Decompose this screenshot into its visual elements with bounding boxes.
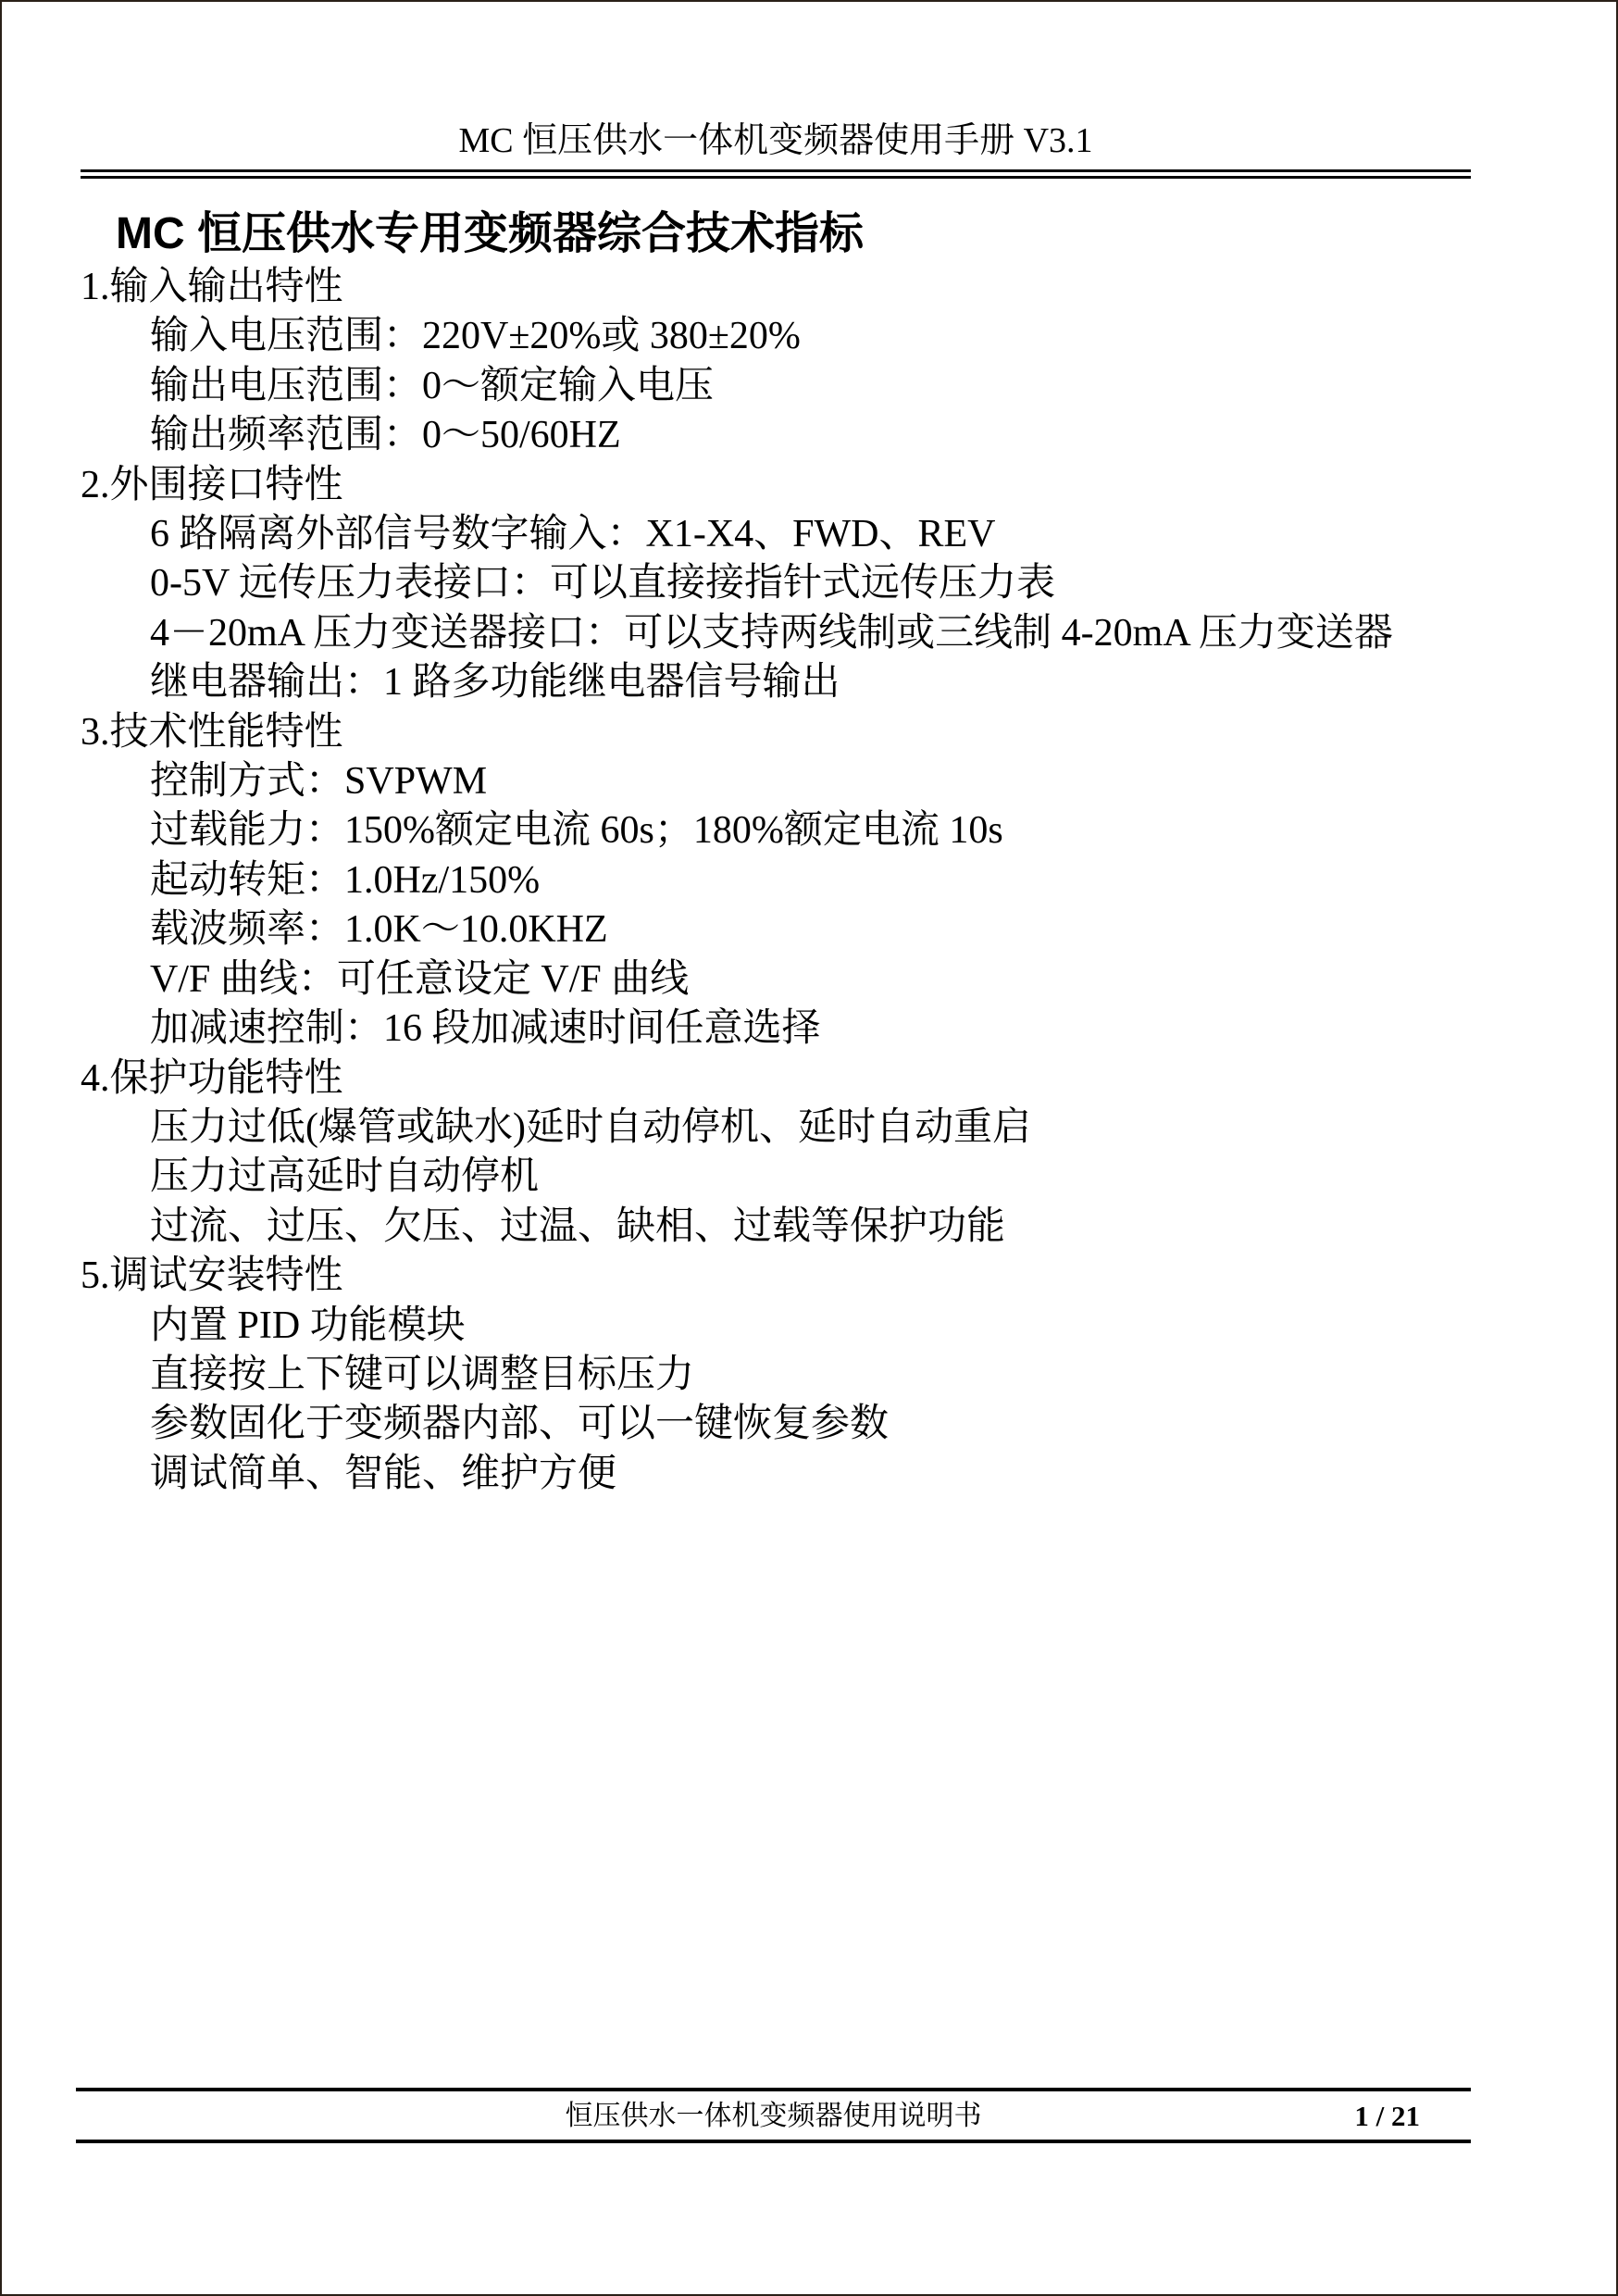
spec-item: 调试简单、智能、维护方便 bbox=[150, 1452, 617, 1495]
spec-item: 4－20mA 压力变送器接口：可以支持两线制或三线制 4-20mA 压力变送器 bbox=[150, 611, 1393, 655]
section-heading: 4.保护功能特性 bbox=[81, 1056, 343, 1100]
header-title: MC 恒压供水一体机变频器使用手册 V3.1 bbox=[458, 121, 1093, 160]
section-heading: 2.外围接口特性 bbox=[81, 463, 343, 506]
spec-item: 控制方式：SVPWM bbox=[150, 760, 488, 804]
section-heading: 3.技术性能特性 bbox=[81, 710, 343, 754]
spec-item: 直接按上下键可以调整目标压力 bbox=[150, 1353, 695, 1396]
spec-item: 过流、过压、欠压、过温、缺相、过载等保护功能 bbox=[150, 1204, 1006, 1248]
spec-item: 过载能力：150%额定电流 60s；180%额定电流 10s bbox=[150, 809, 1003, 853]
spec-sections bbox=[2, 263, 1618, 1499]
spec-item: 压力过低(爆管或缺水)延时自动停机、延时自动重启 bbox=[150, 1105, 1031, 1149]
spec-item: 输出频率范围：0～50/60HZ bbox=[150, 414, 621, 457]
spec-item: 参数固化于变频器内部、可以一键恢复参数 bbox=[150, 1403, 890, 1446]
footer-top-rule bbox=[76, 2088, 1471, 2091]
spec-item: 0-5V 远传压力表接口：可以直接接指针式远传压力表 bbox=[150, 562, 1056, 605]
spec-item: 压力过高延时自动停机 bbox=[150, 1155, 540, 1199]
footer bbox=[76, 2095, 1471, 2138]
footer-bottom-rule bbox=[76, 2140, 1471, 2143]
section-heading: 1.输入输出特性 bbox=[81, 266, 343, 308]
footer-doc-name: 恒压供水一体机变频器使用说明书 bbox=[565, 2101, 982, 2131]
header-double-rule bbox=[81, 169, 1471, 179]
spec-item: 输入电压范围：220V±20%或 380±20% bbox=[150, 315, 801, 358]
spec-item: 输出电压范围：0～额定输入电压 bbox=[150, 364, 715, 407]
spec-item: 继电器输出：1 路多功能继电器信号输出 bbox=[150, 661, 840, 705]
section-heading: 5.调试安装特性 bbox=[81, 1254, 343, 1298]
spec-item: V/F 曲线：可任意设定 V/F 曲线 bbox=[150, 957, 690, 1001]
spec-item: 加减速控制：16 段加减速时间任意选择 bbox=[150, 1007, 821, 1051]
spec-item: 起动转矩：1.0Hz/150% bbox=[150, 858, 541, 902]
spec-item: 6 路隔离外部信号数字输入：X1-X4、FWD、REV bbox=[150, 513, 996, 556]
footer-page-number: 1 / 21 bbox=[1354, 2100, 1420, 2132]
content-area bbox=[2, 206, 1618, 1499]
doc-title: MC 恒压供水专用变频器综合技术指标 bbox=[116, 209, 864, 258]
spec-item: 内置 PID 功能模块 bbox=[150, 1304, 466, 1347]
spec-item: 载波频率：1.0K～10.0KHZ bbox=[150, 908, 608, 952]
